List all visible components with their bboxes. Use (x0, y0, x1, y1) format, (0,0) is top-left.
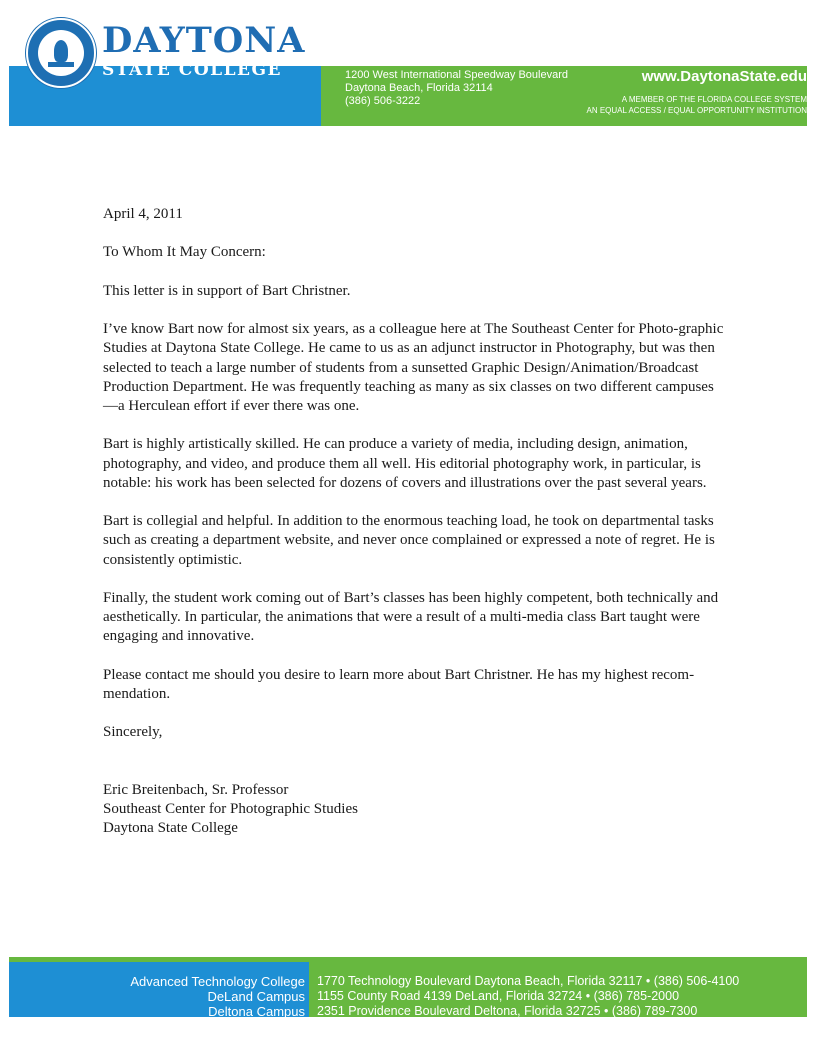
letterhead-footer (9, 957, 807, 1017)
signature-line: Daytona State College (103, 819, 238, 836)
letter-body (103, 205, 725, 838)
campus-address-list (317, 974, 739, 1019)
campus-list (130, 974, 305, 1019)
letter-paragraph: I’ve know Bart now for almost six years, as a colleague here at The Southeast Center for Photo-graphic Studies at Daytona State College. He came to us as an adjunct instructor in Photography, but was then selected to teach a large number of students from a sunsetted Graphic Design/Animation/Broadcast Production Department. He was frequently teaching as many as six classes on two different campuses—a Herculean effort if ever there was one. (103, 321, 724, 414)
letter-paragraph: Finally, the student work coming out of Bart’s classes has been highly competent, both technically and aesthetically. In particular, the animations that were a result of a multi-media class Bart taught were engaging and innovative. (103, 589, 719, 645)
header-address-line: (386) 506-3222 (345, 95, 421, 107)
website-link[interactable]: www.DaytonaState.edu (641, 68, 807, 85)
header-address-line: Daytona Beach, Florida 32114 (345, 82, 493, 94)
letter-paragraph: Please contact me should you desire to learn more about Bart Christner. He has my highest recom-mendation. (103, 666, 695, 702)
letter-salutation: To Whom It May Concern: (103, 244, 266, 261)
campus-address: 2351 Providence Boulevard Deltona, Florida 32725 • (386) 789-7300 (317, 1004, 698, 1018)
logo-subtitle: STATE COLLEGE (102, 60, 282, 80)
letterhead (9, 14, 807, 126)
campus-name: Deltona Campus (208, 1004, 305, 1019)
campus-name: Advanced Technology College (130, 974, 305, 989)
header-address-line: 1200 West International Speedway Boulevard (345, 69, 568, 81)
footer-green-band (309, 962, 807, 1017)
letter-closing: Sincerely, (103, 724, 163, 741)
college-seal-icon (26, 18, 96, 88)
campus-name: DeLand Campus (207, 989, 305, 1004)
footer-blue-band (9, 962, 309, 1017)
letter-paragraph: This letter is in support of Bart Christner. (103, 282, 351, 299)
letter-paragraph: Bart is highly artistically skilled. He can produce a variety of media, including design, animation, photography, and video, and produce them all well. His editorial photography work, in particular, is notable: his work has been selected for dozens of covers and illustrations over the past several years. (103, 436, 707, 491)
signature-line: Southeast Center for Photographic Studies (103, 800, 358, 817)
logo-name: DAYTONA (102, 20, 306, 61)
member-line: A MEMBER OF THE FLORIDA COLLEGE SYSTEM (621, 95, 807, 104)
member-line: AN EQUAL ACCESS / EQUAL OPPORTUNITY INSTITUTION (586, 106, 807, 115)
campus-address: 1770 Technology Boulevard Daytona Beach, Florida 32117 • (386) 506-4100 (317, 974, 740, 988)
campus-address: 1155 County Road 4139 DeLand, Florida 32724 • (386) 785-2000 (317, 989, 680, 1003)
member-statement (587, 94, 808, 116)
header-address (345, 69, 568, 108)
letter-date: April 4, 2011 (103, 206, 183, 222)
letter-paragraph: Bart is collegial and helpful. In addition to the enormous teaching load, he took on departmental tasks such as creating a department website, and never once complained or expressed a note of regret. He is consistently optimistic. (103, 513, 715, 568)
signature-line: Eric Breitenbach, Sr. Professor (103, 781, 289, 798)
signature-block (103, 781, 725, 839)
